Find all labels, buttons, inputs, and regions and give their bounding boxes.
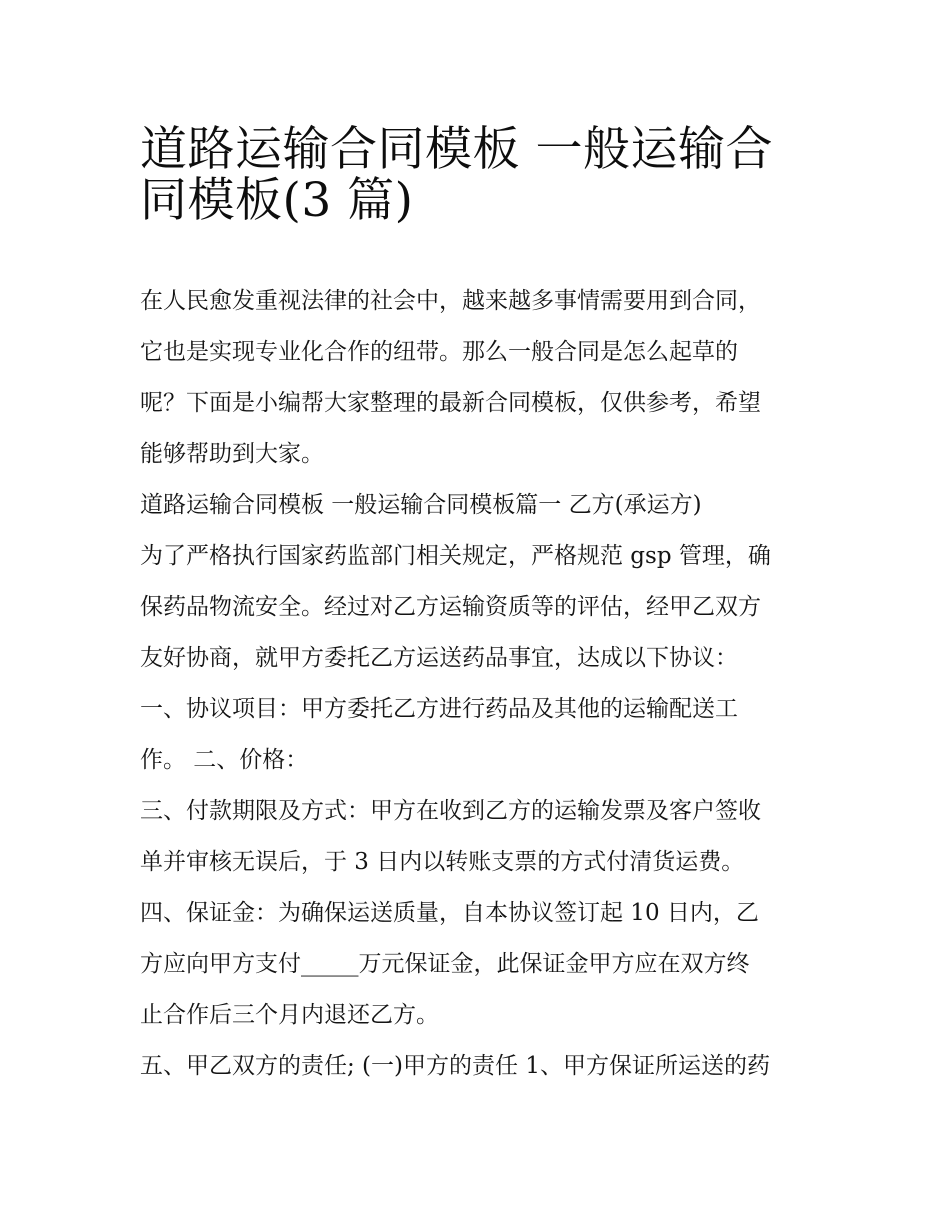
purpose-paragraph: [140, 531, 830, 684]
intro-paragraph: [140, 276, 830, 480]
clause-4-line: 方应向甲方支付_____万元保证金，此保证金甲方应在双方终: [140, 951, 750, 977]
intro-line: 能够帮助到大家。: [140, 441, 324, 467]
document-title: [140, 112, 830, 228]
clause-5-paragraph: [140, 1041, 830, 1092]
clause-3-line: 三、付款期限及方式：甲方在收到乙方的运输发票及客户签收: [140, 798, 761, 824]
intro-line: 呢？下面是小编帮大家整理的最新合同模板，仅供参考，希望: [140, 390, 761, 416]
clause-4-line: 四、保证金：为确保运送质量，自本协议签订起 10 日内，乙: [140, 900, 759, 926]
clause-4-paragraph: [140, 888, 830, 1041]
document-body: [140, 276, 830, 1092]
clause-1-line: 作。 二、价格：: [140, 747, 309, 773]
intro-line: 它也是实现专业化合作的纽带。那么一般合同是怎么起草的: [140, 339, 738, 365]
clause-1-paragraph: [140, 684, 830, 786]
purpose-line: 保药品物流安全。经过对乙方运输资质等的评估，经甲乙双方: [140, 594, 761, 620]
clause-3-paragraph: [140, 786, 830, 888]
purpose-line: 为了严格执行国家药监部门相关规定，严格规范 gsp 管理，确: [140, 543, 771, 569]
title-line: 同模板(3 篇): [140, 173, 414, 228]
title-line: 道路运输合同模板 一般运输合: [140, 122, 773, 177]
clause-5-line: 五、甲乙双方的责任; (一)甲方的责任 1、甲方保证所运送的药: [140, 1053, 770, 1079]
clause-4-line: 止合作后三个月内退还乙方。: [140, 1002, 439, 1028]
section-heading: [140, 480, 830, 531]
purpose-line: 友好协商，就甲方委托乙方运送药品事宜，达成以下协议：: [140, 645, 738, 671]
clause-3-line: 单并审核无误后，于 3 日内以转账支票的方式付清货运费。: [140, 849, 745, 875]
section-heading-line: 道路运输合同模板 一般运输合同模板篇一 乙方(承运方): [140, 492, 702, 518]
clause-1-line: 一、协议项目：甲方委托乙方进行药品及其他的运输配送工: [140, 696, 738, 722]
intro-line: 在人民愈发重视法律的社会中，越来越多事情需要用到合同，: [140, 288, 761, 314]
